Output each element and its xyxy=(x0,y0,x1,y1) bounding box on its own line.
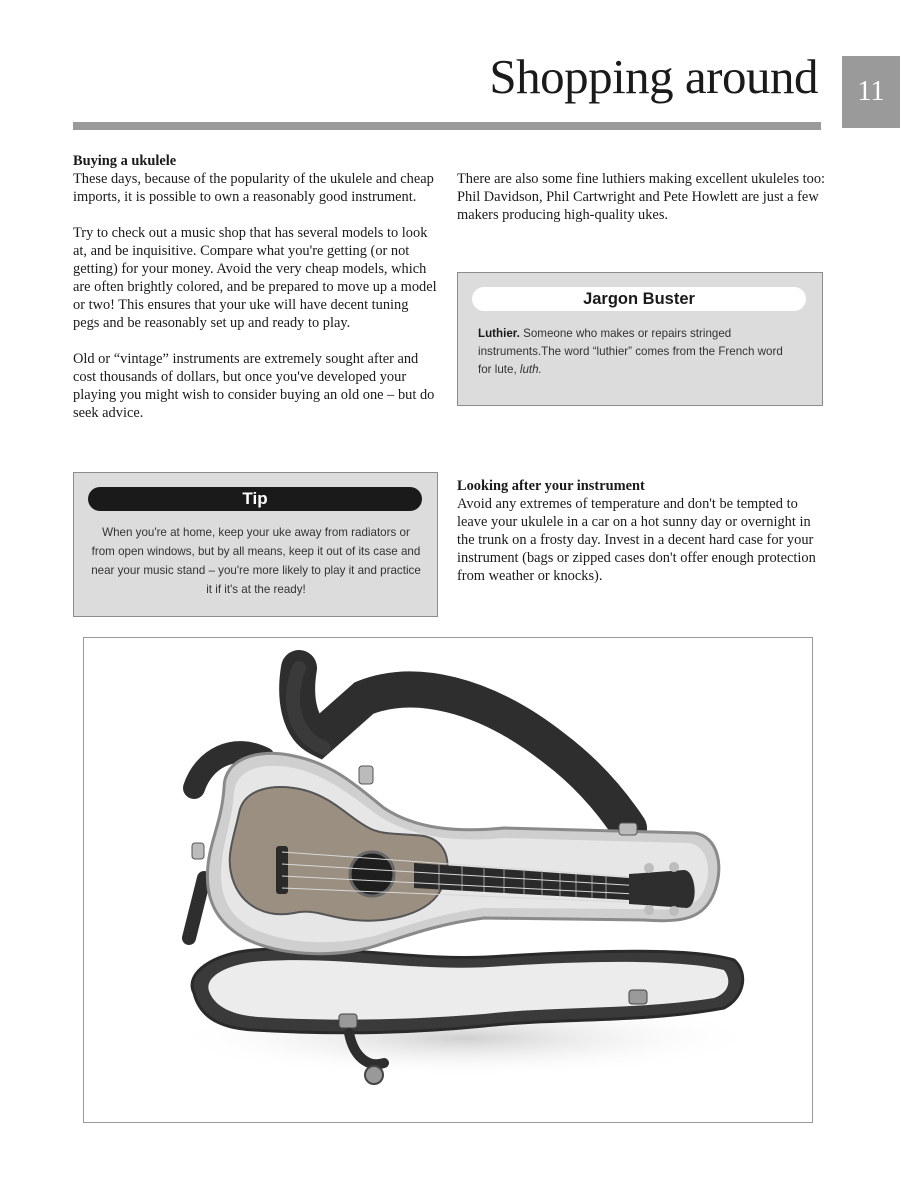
section-heading-care: Looking after your instrument xyxy=(457,478,645,494)
page-number-tab: 11 xyxy=(842,56,900,128)
ukulele-photo xyxy=(83,637,813,1123)
jargon-definition-text: Someone who makes or repairs stringed instruments.The word “luthier” comes from the French word for lute, xyxy=(478,327,783,376)
section-heading-buying: Buying a ukulele xyxy=(73,153,177,169)
case-latch xyxy=(192,843,204,859)
paragraph-luthiers: There are also some fine luthiers making excellent ukuleles too: Phil Davidson, Phil Cartwright and Pete Howlett are just a few makers producing high-quality ukes. xyxy=(457,171,826,223)
ukulele-body xyxy=(230,787,448,921)
jargon-buster-title: Jargon Buster xyxy=(472,287,806,311)
header-rule xyxy=(73,122,821,130)
tip-box xyxy=(73,472,438,617)
case-latch xyxy=(629,990,647,1004)
tip-title: Tip xyxy=(88,487,422,511)
case-latch xyxy=(619,823,637,835)
page-title: Shopping around xyxy=(489,49,818,104)
jargon-buster-box xyxy=(457,272,823,406)
left-column xyxy=(73,152,438,440)
headstock xyxy=(629,870,695,908)
paragraph: These days, because of the popularity of the ukulele and cheap imports, it is possible to own a reasonably good instrument. xyxy=(73,171,434,205)
jargon-term: Luthier. xyxy=(478,327,520,340)
bridge xyxy=(276,846,288,894)
case-latch xyxy=(359,766,373,784)
handle-clip xyxy=(365,1066,383,1084)
right-column-top xyxy=(457,170,827,242)
right-column-bottom xyxy=(457,477,827,603)
paragraph-care: Avoid any extremes of temperature and don't be tempted to leave your ukulele in a car on a hot sunny day or overnight in the trunk on a frosty day. Invest in a decent hard case for your instrument (bags or zipped cases don't offer enough protection from weather or knocks). xyxy=(457,496,816,584)
ukulele-in-case-illustration xyxy=(84,638,812,1122)
jargon-buster-definition xyxy=(478,325,798,379)
paragraph: Old or “vintage” instruments are extremely sought after and cost thousands of dollars, but once you've developed your playing you might wish to consider buying an old one – but do seek advice. xyxy=(73,351,435,421)
paragraph: Try to check out a music shop that has several models to look at, and be inquisitive. Compare what you're getting (or not getting) for your money. Avoid the very cheap models, which are often brightly colored, and be prepared to move up a model or two! This ensures that your uke will have decent tuning pegs and be reasonably set up and ready to play. xyxy=(73,225,437,331)
case-latch xyxy=(339,1014,357,1028)
jargon-lute-word: luth. xyxy=(519,363,542,376)
side-strap-lower xyxy=(189,878,204,938)
tip-text: When you're at home, keep your uke away from radiators or from open windows, but by all means, keep it out of its case and near your music stand – you're more likely to play it and practice it if it's at the ready! xyxy=(91,526,421,596)
